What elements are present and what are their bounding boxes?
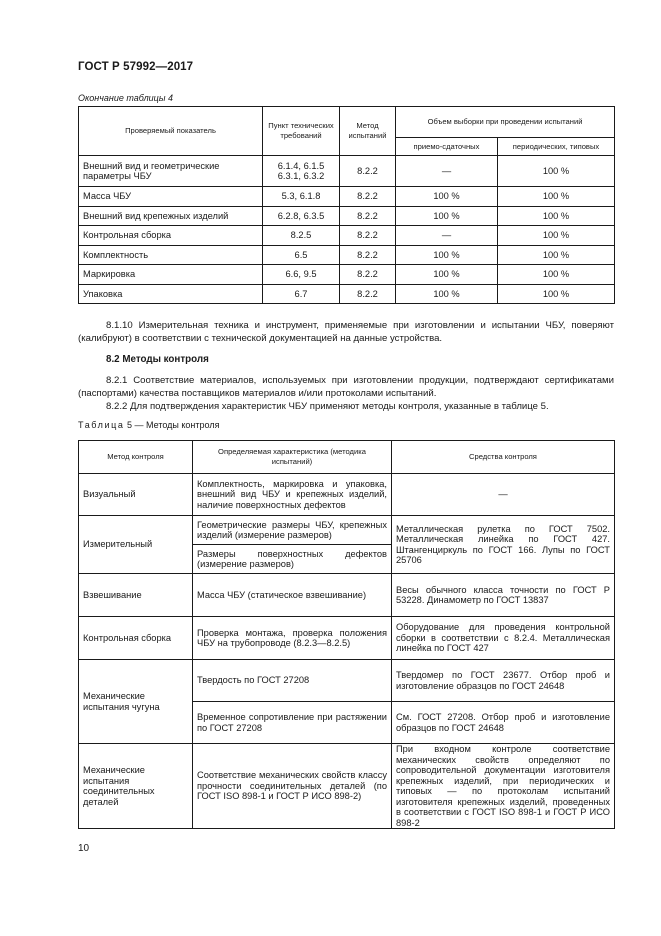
t4-header-clause: Пункт технических требований — [263, 107, 340, 156]
t4-header-acceptance: приемо-сдаточных — [396, 138, 498, 156]
t4-cell-method: 8.2.2 — [340, 265, 396, 285]
t5-cell-characteristic: Комплектность, маркировка и упаковка, внешний вид ЧБУ и крепежных изделий, наличие поверхностных дефектов — [193, 474, 392, 516]
t4-header-method: Метод испытаний — [340, 107, 396, 156]
table-row — [79, 226, 615, 246]
t4-cell-periodic: 100 % — [498, 187, 615, 207]
table-4 — [78, 106, 615, 304]
t4-cell-periodic: 100 % — [498, 206, 615, 226]
table-row — [79, 206, 615, 226]
t5-cell-means: Оборудование для проведения контрольной сборки в соответствии с 8.2.4. Металлическая линейка по ГОСТ 427 — [392, 617, 615, 660]
table-row — [79, 245, 615, 265]
t4-cell-periodic: 100 % — [498, 245, 615, 265]
t4-cell-acceptance: 100 % — [396, 187, 498, 207]
t4-cell-method: 8.2.2 — [340, 284, 396, 304]
t5-cell-method: Контрольная сборка — [79, 617, 193, 660]
t5-cell-characteristic: Временное сопротивление при растяжении по ГОСТ 27208 — [193, 702, 392, 744]
table5-caption — [78, 420, 219, 430]
t5-cell-method: Взвешивание — [79, 574, 193, 617]
t4-header-sample: Объем выборки при проведении испытаний — [396, 107, 615, 138]
t5-cell-characteristic: Проверка монтажа, проверка положения ЧБУ на трубопроводе (8.2.3—8.2.5) — [193, 617, 392, 660]
t4-cell-clause: 8.2.5 — [263, 226, 340, 246]
table-row — [79, 187, 615, 207]
t4-cell-acceptance: 100 % — [396, 265, 498, 285]
table-row — [79, 516, 615, 545]
t4-cell-acceptance: — — [396, 226, 498, 246]
t5-cell-characteristic: Геометрические размеры ЧБУ, крепежных изделий (измерение размеров) — [193, 516, 392, 545]
t4-cell-periodic: 100 % — [498, 226, 615, 246]
table-row — [79, 265, 615, 285]
t5-header-characteristic: Определяемая характеристика (методика испытаний) — [193, 441, 392, 474]
t5-cell-means: Твердомер по ГОСТ 23677. Отбор проб и изготовление образцов по ГОСТ 24648 — [392, 660, 615, 702]
t5-cell-method: Механические испытания соединительных деталей — [79, 744, 193, 829]
t4-cell-method: 8.2.2 — [340, 226, 396, 246]
table-row — [79, 617, 615, 660]
t5-cell-means: Весы обычного класса точности по ГОСТ Р 53228. Динамометр по ГОСТ 13837 — [392, 574, 615, 617]
table-row — [79, 474, 615, 516]
t4-cell-method: 8.2.2 — [340, 156, 396, 187]
t5-cell-characteristic: Масса ЧБУ (статическое взвешивание) — [193, 574, 392, 617]
t4-cell-periodic: 100 % — [498, 156, 615, 187]
table-row — [79, 744, 615, 829]
table4-caption: Окончание таблицы 4 — [78, 93, 173, 103]
t4-cell-periodic: 100 % — [498, 265, 615, 285]
table5-caption-rest: 5 — Методы контроля — [127, 420, 220, 430]
t5-cell-characteristic: Соответствие механических свойств классу прочности соединительных деталей (по ГОСТ ISO 898-1 и ГОСТ Р ИСО 898-2) — [193, 744, 392, 829]
t4-cell-indicator: Внешний вид и геометрические параметры ЧБУ — [79, 156, 263, 187]
t4-cell-clause: 6.5 — [263, 245, 340, 265]
t5-header-method: Метод контроля — [79, 441, 193, 474]
table-row — [79, 156, 615, 187]
t5-cell-characteristic: Размеры поверхностных дефектов (измерение размеров) — [193, 545, 392, 574]
t4-cell-acceptance: 100 % — [396, 245, 498, 265]
t5-cell-method: Измерительный — [79, 516, 193, 574]
t4-cell-indicator: Комплектность — [79, 245, 263, 265]
paragraph-8-2-2: 8.2.2 Для подтверждения характеристик ЧБУ применяют методы контроля, указанные в таблице 5. — [106, 401, 549, 412]
page-number: 10 — [78, 843, 90, 854]
t5-header-means: Средства контроля — [392, 441, 615, 474]
t4-cell-indicator: Контрольная сборка — [79, 226, 263, 246]
section-title: 8.2 Методы контроля — [106, 354, 209, 365]
table-row — [79, 284, 615, 304]
t4-header-periodic: периодических, типовых — [498, 138, 615, 156]
t5-cell-characteristic: Твердость по ГОСТ 27208 — [193, 660, 392, 702]
table5-caption-word: Таблица — [78, 420, 125, 430]
t5-cell-means: — — [392, 474, 615, 516]
t4-cell-clause: 6.7 — [263, 284, 340, 304]
table-row — [79, 574, 615, 617]
t4-cell-clause: 5.3, 6.1.8 — [263, 187, 340, 207]
t4-cell-indicator: Маркировка — [79, 265, 263, 285]
t4-cell-acceptance: — — [396, 156, 498, 187]
t5-cell-method: Визуальный — [79, 474, 193, 516]
t5-cell-means: Металлическая рулетка по ГОСТ 7502. Металлическая линейка по ГОСТ 427. Штангенциркуль по ГОСТ 166. Лупы по ГОСТ 25706 — [392, 516, 615, 574]
standard-header: ГОСТ Р 57992—2017 — [78, 61, 194, 73]
paragraph-8-1-10: 8.1.10 Измерительная техника и инструмент, применяемые при изготовлении и испытании ЧБУ, поверяют (калибруют) в соответствии с технической документацией на данные устройства. — [78, 320, 614, 344]
t4-cell-acceptance: 100 % — [396, 206, 498, 226]
t5-cell-method: Механические испытания чугуна — [79, 660, 193, 744]
t4-cell-method: 8.2.2 — [340, 187, 396, 207]
t4-cell-indicator: Упаковка — [79, 284, 263, 304]
table-row — [79, 660, 615, 702]
table-5 — [78, 440, 615, 829]
t4-header-indicator: Проверяемый показатель — [79, 107, 263, 156]
t5-cell-means: См. ГОСТ 27208. Отбор проб и изготовление образцов по ГОСТ 24648 — [392, 702, 615, 744]
t4-cell-clause: 6.2.8, 6.3.5 — [263, 206, 340, 226]
t4-cell-clause: 6.1.4, 6.1.5 6.3.1, 6.3.2 — [263, 156, 340, 187]
t4-cell-indicator: Внешний вид крепежных изделий — [79, 206, 263, 226]
t4-cell-indicator: Масса ЧБУ — [79, 187, 263, 207]
t4-cell-acceptance: 100 % — [396, 284, 498, 304]
t4-cell-clause: 6.6, 9.5 — [263, 265, 340, 285]
t4-cell-periodic: 100 % — [498, 284, 615, 304]
t4-cell-method: 8.2.2 — [340, 245, 396, 265]
paragraph-8-2-1: 8.2.1 Соответствие материалов, используемых при изготовлении продукции, подтверждают сертификатами (паспортами) качества поставщиков материалов и/или протоколами испытаний. — [78, 375, 614, 399]
t4-cell-method: 8.2.2 — [340, 206, 396, 226]
t5-cell-means: При входном контроле соответствие механических свойств определяют по сопроводительной документации изготовителя крепежных изделий, при периодических и типовых — по протоколам испытаний изготовителя крепежных изделий, проведенных в соответствии с ГОСТ ISO 898-1 и ГОСТ Р ИСО 898-2 — [392, 744, 615, 829]
